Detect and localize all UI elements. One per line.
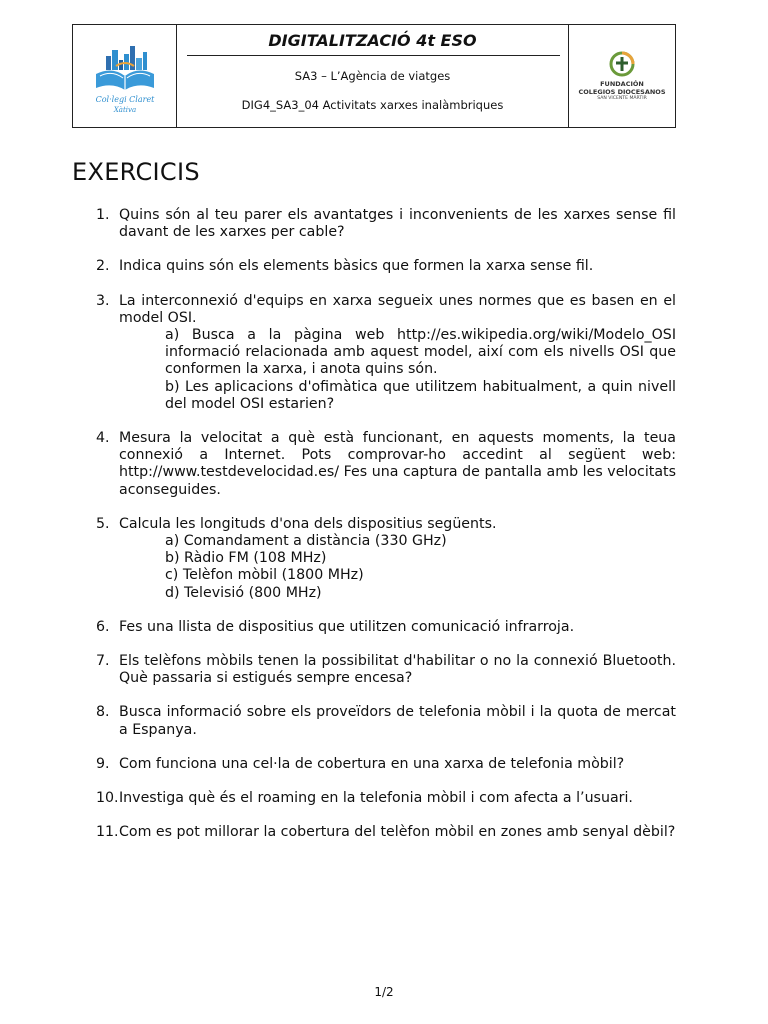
exercise-text: Fes una llista de dispositius que utilitzen comunicació infrarroja. <box>119 618 575 635</box>
unit-subtitle: SA3 – L’Agència de viatges <box>294 69 451 83</box>
exercise-body <box>119 619 676 636</box>
exercise-item <box>72 704 676 738</box>
exercise-item <box>72 293 676 413</box>
exercise-item <box>72 430 676 499</box>
foundation-logo <box>569 25 675 127</box>
exercise-body <box>119 653 676 687</box>
exercise-item <box>72 653 676 687</box>
svg-text:Col·legi Claret: Col·legi Claret <box>95 95 154 104</box>
exercise-number: 4. <box>96 430 110 447</box>
exercise-body <box>119 516 676 602</box>
exercise-item <box>72 790 676 807</box>
title-divider <box>187 55 560 56</box>
exercise-text: Com funciona una cel·la de cobertura en una xarxa de telefonia mòbil? <box>119 755 625 772</box>
school-logo <box>73 25 177 127</box>
exercise-number: 3. <box>96 292 110 309</box>
foundation-cross-icon <box>609 51 635 77</box>
exercise-number: 1. <box>96 207 110 223</box>
exercise-item <box>72 258 676 275</box>
exercise-number: 7. <box>96 653 110 670</box>
exercise-body <box>119 207 676 241</box>
exercise-text: Com es pot millorar la cobertura del telèfon mòbil en zones amb senyal dèbil? <box>119 824 676 841</box>
exercise-text: La interconnexió d'equips en xarxa segueix unes normes que es basen en el model OSI. <box>119 292 676 326</box>
exercise-item <box>72 619 676 636</box>
exercise-item <box>72 516 676 602</box>
svg-text:Xàtiva: Xàtiva <box>113 106 136 114</box>
foundation-subname: SAN VICENTE MÁRTIR <box>597 96 647 101</box>
exercise-item <box>72 207 676 241</box>
exercise-item <box>72 824 676 841</box>
exercise-number: 11. <box>96 824 119 841</box>
exercise-text: Calcula les longituds d'ona dels dispositius següents. <box>119 515 497 532</box>
activity-code: DIG4_SA3_04 Activitats xarxes inalàmbriques <box>241 98 504 112</box>
exercise-body <box>119 790 676 807</box>
exercise-item <box>72 756 676 773</box>
exercise-number: 5. <box>96 515 110 532</box>
exercise-body <box>119 258 676 275</box>
exercise-subitem: d) Televisió (800 MHz) <box>165 584 322 601</box>
exercise-subitem: a) Comandament a distància (330 GHz) <box>165 533 447 550</box>
exercise-body <box>119 824 676 841</box>
exercise-number: 6. <box>96 618 110 635</box>
header-title-cell <box>177 25 569 127</box>
exercise-text: Quins són al teu parer els avantatges i inconvenients de les xarxes sense fil davant de les xarxes per cable? <box>119 207 676 241</box>
exercise-text: Busca informació sobre els proveïdors de telefonia mòbil i la quota de mercat a Espanya. <box>119 704 676 738</box>
exercise-subitem: c) Telèfon mòbil (1800 MHz) <box>165 567 364 584</box>
exercise-number: 8. <box>96 704 110 721</box>
document-header <box>72 24 676 128</box>
exercise-text: Mesura la velocitat a què està funcionant, en aquests moments, la teua connexió a Internet. Pots comprovar-ho accedint al següent web: http://www.testdevelocidad.es/ Fes una captura de pantalla amb les velocitats aconseguides. <box>119 430 676 498</box>
section-title: EXERCICIS <box>72 158 200 186</box>
page-number: 1/2 <box>374 985 394 999</box>
exercise-number: 2. <box>96 258 110 275</box>
book-city-logo-icon <box>82 36 168 116</box>
foundation-name: FUNDACIÓN COLEGIOS DIOCESANOS <box>578 80 666 96</box>
exercise-body <box>119 293 676 413</box>
exercise-text: Indica quins són els elements bàsics que formen la xarxa sense fil. <box>119 258 594 275</box>
exercise-body <box>119 430 676 499</box>
course-title: DIGITALITZACIÓ 4t ESO <box>268 31 477 50</box>
exercise-number: 9. <box>96 755 110 772</box>
exercise-text: Investiga què és el roaming en la telefonia mòbil i com afecta a l’usuari. <box>119 790 633 807</box>
exercise-text: Els telèfons mòbils tenen la possibilitat d'habilitar o no la connexió Bluetooth. Què passaria si estigués sempre encesa? <box>119 653 676 687</box>
exercise-number: 10. <box>96 790 119 807</box>
exercise-subitem: b) Les aplicacions d'ofimàtica que utilitzem habitualment, a quin nivell del model OSI estarien? <box>165 378 676 412</box>
exercise-subitem: a) Busca a la pàgina web http://es.wikipedia.org/wiki/Modelo_OSI informació relacionada amb aquest model, així com els nivells OSI que conformen la xarxa, i anota quins són. <box>165 327 676 378</box>
exercise-list <box>72 207 676 858</box>
exercise-body <box>119 704 676 738</box>
exercise-body <box>119 756 676 773</box>
exercise-subitem: b) Ràdio FM (108 MHz) <box>165 550 327 567</box>
